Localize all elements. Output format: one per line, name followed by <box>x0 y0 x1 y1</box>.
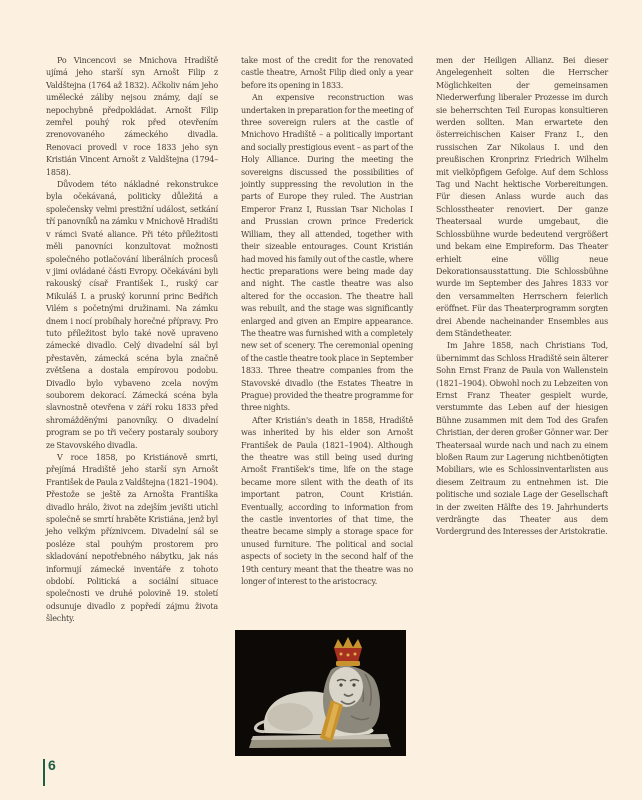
czech-paragraph-3: V roce 1858, po Kristiánově smrti, přejímá Hradiště jeho starší syn Arnošt František de Paula z Valdštejna (1821–1904). Přestože se ještě za Arnošta Františka divadlo hrálo, život na zdejším jevišti utichl společně se smrtí hraběte Kristiána, jenž byl jeho velkým příznivcem. Divadelní sál se posléze stal pouhým prostorem pro skladování nepotřebného nábytku, jak nás informují zámecké inventáře z tohoto období. Politická a sociální situace společnosti ve druhé polovině 19. století odsunuje divadlo z popředí zájmu života šlechty. <box>46 453 218 624</box>
english-paragraph-1: take most of the credit for the renovated castle theatre, Arnošt Filip died only a year before its opening in 1833. <box>241 56 413 90</box>
czech-paragraph-2: Důvodem této nákladné rekonstrukce byla očekávaná, politicky důležitá a společensky velmi prestižní událost, setkání tří panovníků na zámku v Mnichově Hradišti v rámci Svaté aliance. Při této příležitosti měli panovníci konzultovat možnosti společného potlačování liberálních procesů v jimi ovládané části Evropy. Očekáváni byli rakouský císař František I., ruský car Mikuláš I. a pruský korunní princ Bedřich Vilém s početnými družinami. Na zámku dnem i nocí probíhaly horečné přípravy. Pro tuto příležitost bylo také nově upraveno zámecké divadlo. Celý divadelní sál byl přestavěn, zámecká scéna byla značně zvětšena a dostala empírovou podobu. Divadlo bylo vybaveno zcela novým souborem dekorací. Zámecká scéna byla slavnostně otevřena v září roku 1833 před shromážděnými panovníky. O divadelní program se po tři večery postaraly soubory ze Stavovského divadla. <box>46 180 218 450</box>
text-column-english <box>241 55 413 588</box>
czech-paragraph-1: Po Vincencovi se Mnichova Hradiště ujímá jeho starší syn Arnošt Filip z Valdštejna (1764 až 1832). Ačkoliv nám jeho umělecké záliby nejsou známy, dají se nepochybně předpokládat. Arnošt Filip zemřel pouhý rok před otevřením zrenovovaného zámeckého divadla. Renovaci provedl v roce 1833 jeho syn Kristián Vincent Arnošt z Valdštejna (1794–1858). <box>46 56 218 177</box>
page-number: 6 <box>48 757 56 773</box>
german-paragraph-1: men der Heiligen Allianz. Bei dieser Angelegenheit solten die Herrscher Möglichkeiten der gemeinsamen Niederwerfung liberaler Prozesse im durch sie beherrschten Teil Europas konsultieren werden sollten. Man erwartete den österreichischen Kaiser Franz I., den russischen Zar Nikolaus I. und den preußischen Kronprinz Friedrich Wilhelm mit vielköpfigem Gefolge. Auf dem Schloss Tag und Nacht hektische Vorbereitungen. Für diesen Anlass wurde auch das Schlosstheater renoviert. Der ganze Theatersaal wurde umgebaut, die Schlossbühne wurde bedeutend vergrößert und bekam eine Empireform. Das Theater erhielt eine völlig neue Dekorationsausstattung. Die Schlossbühne wurde im September des Jahres 1833 vor den versammelten Herrschern feierlich eröffnet. Für das Theaterprogramm sorgten drei Abende nacheinander Ensembles aus dem Ständetheater. <box>436 56 608 338</box>
text-column-german <box>436 55 608 539</box>
crowned-lion-illustration <box>235 630 406 756</box>
english-paragraph-2: An expensive reconstruction was undertaken in preparation for the meeting of three sovereign rulers at the castle of Mnichovo Hradiště – a politically important and socially prestigious event – as part of the Holy Alliance. During the meeting the sovereigns discussed the possibilities of jointly suppressing the revolution in the parts of Europe they ruled. The Austrian Emperor Franz I, Russian Tsar Nicholas I and Prussian crown prince Frederick William, they all attended, together with their sizeable entourages. Count Kristián had moved his family out of the castle, where hectic preparations were being made day and night. The castle theatre was also altered for the occasion. The theatre hall was rebuilt, and the stage was significantly enlarged and given an Empire appearance. The theatre was furnished with a completely new set of scenery. The ceremonial opening of the castle theatre took place in September 1833. Three theatre companies from the Stavovské divadlo (the Estates Theatre in Prague) provided the theatre programme for three nights. <box>241 93 413 413</box>
crowned-lion-figure <box>235 630 406 756</box>
german-paragraph-2: Im Jahre 1858, nach Christians Tod, übernimmt das Schloss Hradiště sein älterer Sohn Ernst Franz de Paula von Wallenstein (1821–1904). Obwohl noch zu Lebzeiten von Ernst Franz Theater gespielt wurde, verstummte das Leben auf der hiesigen Bühne zusammen mit dem Tod des Grafen Christian, der deren großer Gönner war. Der Theatersaal wurde nach und nach zu einem bloßen Raum zur Lagerung nichtbenötigten Mobiliars, wie es Schlossinventarlisten aus diesem Zeitraum zu entnehmen ist. Die politische und soziale Lage der Gesellschaft in der zweiten Hälfte des 19. Jahrhunderts verdrängte das Theater aus dem Vordergrund des Interesses der Aristokratie. <box>436 341 608 537</box>
english-paragraph-3: After Kristián's death in 1858, Hradiště was inherited by his elder son Arnošt František de Paula (1821–1904). Although the theatre was still being used during Arnošt František's time, life on the stage became more silent with the death of its important patron, Count Kristián. Eventually, according to information from the castle inventories of that time, the theatre became simply a storage space for unused furniture. The political and social aspects of society in the second half of the 19th century meant that the theatre was no longer of interest to the aristocracy. <box>241 415 413 587</box>
text-column-czech <box>46 55 218 626</box>
page-number-rule <box>43 759 45 786</box>
